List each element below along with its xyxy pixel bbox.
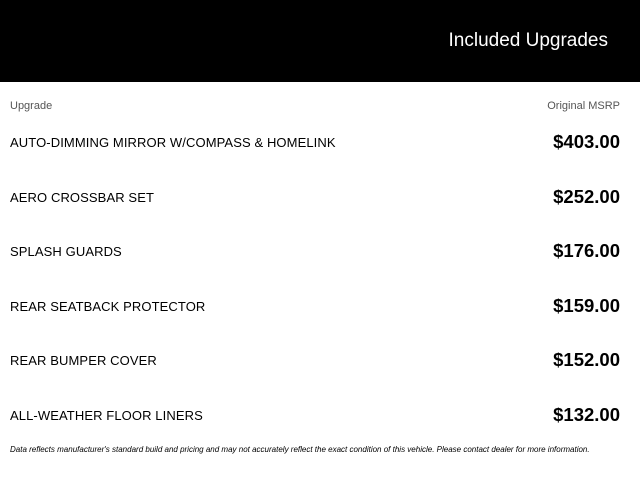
- disclaimer-text: Data reflects manufacturer's standard build and pricing and may not accurately reflect the exact condition of this vehicle. Please contact dealer for more information.: [10, 445, 590, 454]
- column-header-msrp: Original MSRP: [547, 100, 620, 112]
- column-header-upgrade: Upgrade: [10, 100, 53, 112]
- upgrade-name: REAR SEATBACK PROTECTOR: [10, 298, 206, 314]
- upgrade-price: $152.00: [553, 349, 620, 370]
- upgrade-price: $403.00: [553, 131, 620, 152]
- upgrade-name: SPLASH GUARDS: [10, 244, 122, 259]
- table-row: [0, 115, 640, 170]
- table-row: [0, 170, 640, 225]
- upgrade-name: AUTO-DIMMING MIRROR W/COMPASS & HOMELINK: [10, 135, 336, 150]
- table-row: [0, 279, 640, 334]
- upgrade-name: ALL-WEATHER FLOOR LINERS: [10, 407, 203, 423]
- upgrade-name: AERO CROSSBAR SET: [10, 189, 155, 205]
- table-row: [0, 224, 640, 279]
- upgrade-price: $252.00: [553, 185, 620, 207]
- page-title: Included Upgrades: [448, 30, 608, 51]
- upgrades-list: [0, 115, 640, 442]
- table-row: [0, 388, 640, 443]
- upgrade-name: REAR BUMPER COVER: [10, 353, 157, 368]
- upgrade-price: $132.00: [553, 403, 620, 425]
- header-bar: [0, 0, 640, 82]
- table-row: [0, 333, 640, 388]
- upgrade-price: $176.00: [553, 240, 620, 261]
- upgrade-price: $159.00: [553, 294, 620, 316]
